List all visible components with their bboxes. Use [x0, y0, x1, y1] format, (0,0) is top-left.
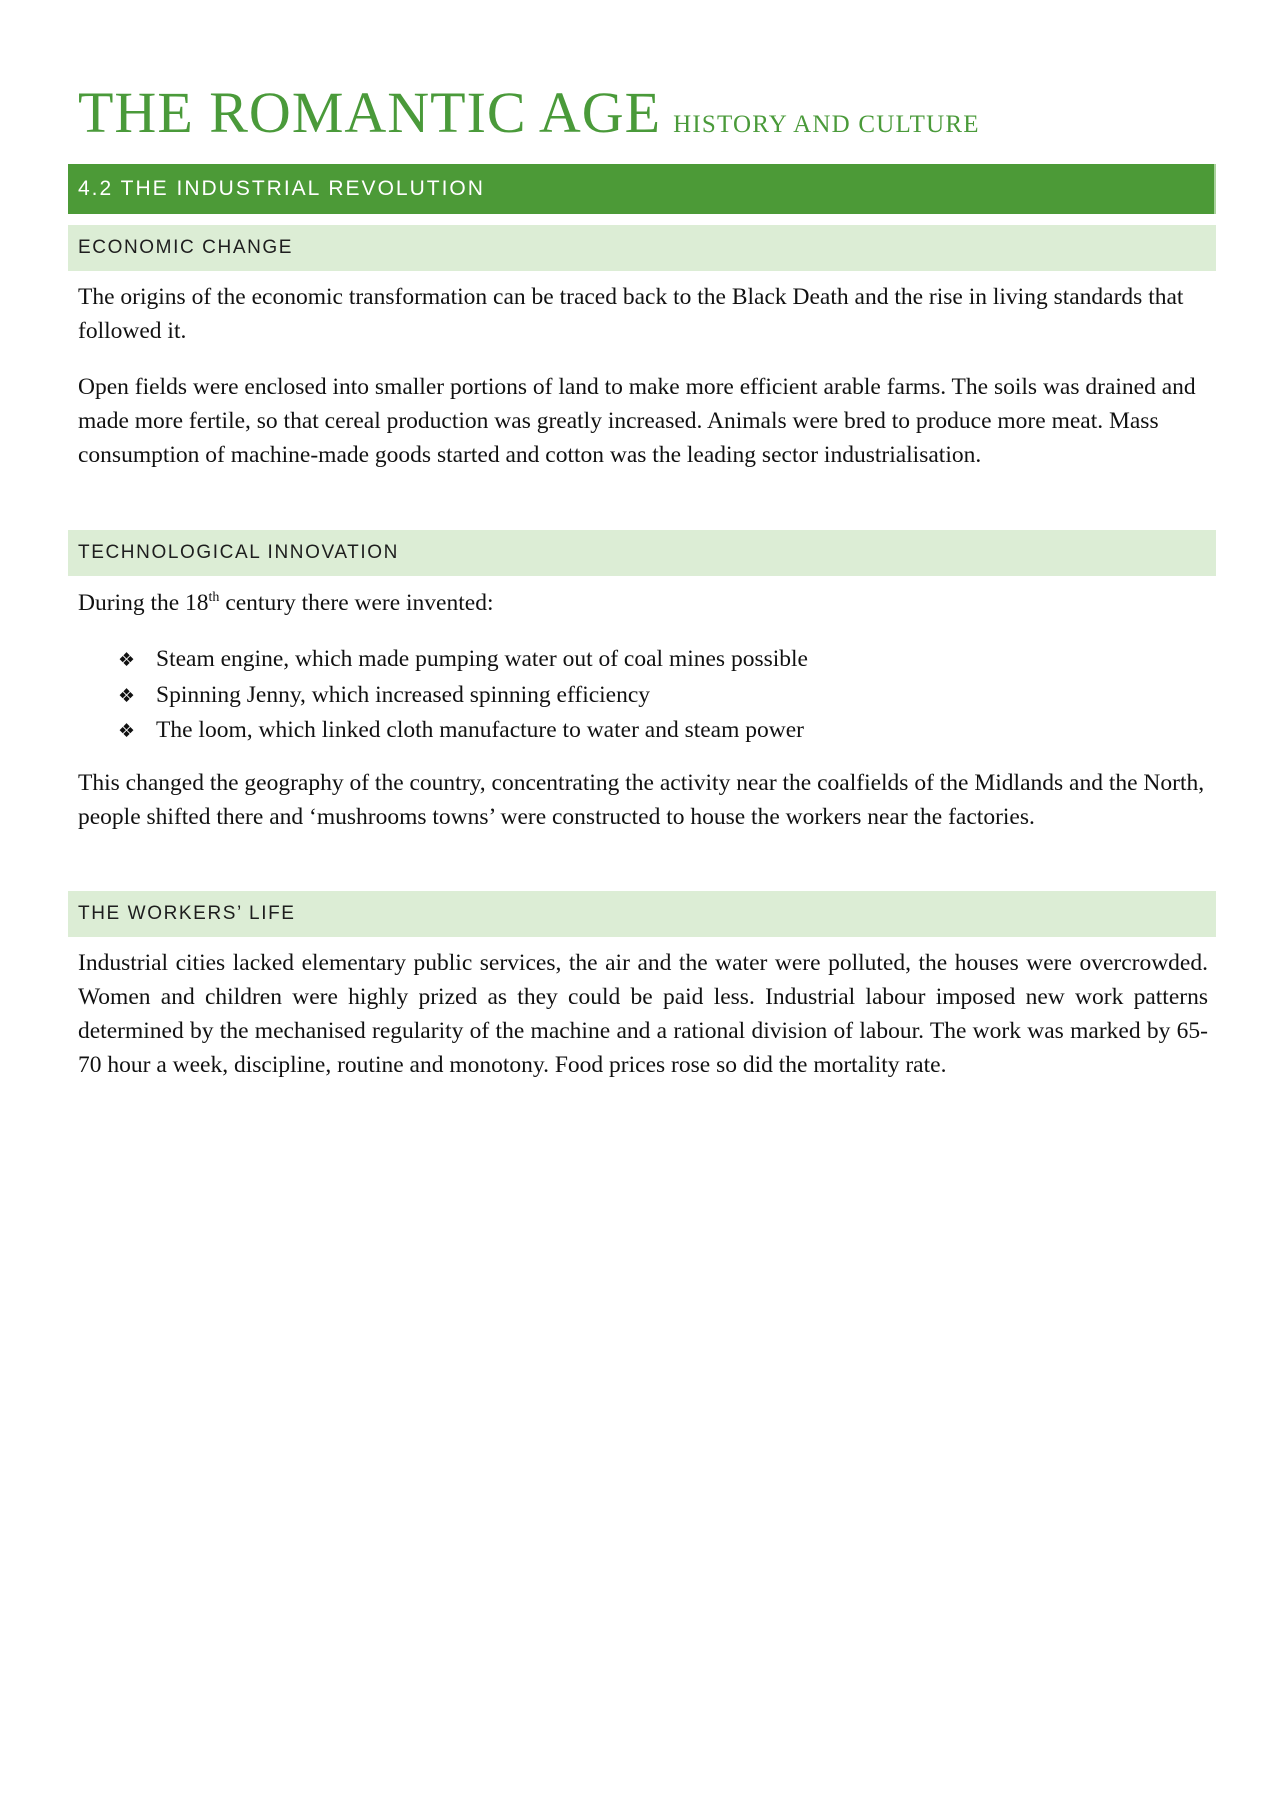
- list-item: [118, 642, 1178, 678]
- paragraph: Industrial cities lacked elementary public services, the air and the water were polluted, the houses were overcrowded. Women and children were highly prized as they could be paid less. Industrial labour imposed new work patterns determined by the mechanised regularity of the machine and a rational division of labour. The work was marked by 65-70 hour a week, discipline, routine and monotony. Food prices rose so did the mortality rate.: [78, 950, 1208, 1078]
- section-heading: THE WORKERS’ LIFE: [78, 903, 296, 924]
- list-item-text: Steam engine, which made pumping water out of coal mines possible: [156, 646, 808, 672]
- ordinal-suffix: th: [208, 590, 220, 606]
- four-diamond-bullet-icon: ❖: [118, 720, 136, 742]
- four-diamond-bullet-icon: ❖: [118, 649, 136, 671]
- paragraph: The origins of the economic transformation can be traced back to the Black Death and the rise in living standards that followed it.: [78, 284, 1184, 344]
- paragraph: Open fields were enclosed into smaller portions of land to make more efficient arable farms. The soils was drained and made more fertile, so that cereal production was greatly increased. Animals were bred to produce more meat. Mass consumption of machine-made goods started and cotton was the leading sector industrialisation.: [78, 374, 1196, 468]
- section-heading: TECHNOLOGICAL INNOVATION: [78, 542, 399, 563]
- list-item-text: The loom, which linked cloth manufacture to water and steam power: [156, 717, 804, 743]
- invention-list: [118, 642, 1178, 749]
- chapter-title: 4.2 THE INDUSTRIAL REVOLUTION: [78, 177, 485, 200]
- list-item-text: Spinning Jenny, which increased spinning efficiency: [156, 681, 651, 708]
- four-diamond-bullet-icon: ❖: [118, 684, 136, 707]
- chapter-banner: [68, 164, 1216, 214]
- intro-text-end: century there were invented:: [219, 590, 494, 616]
- document-subtitle: HISTORY AND CULTURE: [673, 111, 980, 138]
- section-heading: ECONOMIC CHANGE: [78, 237, 294, 258]
- section-header-economic-change: [68, 225, 1216, 271]
- intro-paragraph: [78, 586, 1208, 620]
- section-header-workers-life: [68, 891, 1216, 937]
- list-item: [118, 678, 1178, 714]
- list-item: [118, 713, 1178, 749]
- section-header-technological-innovation: [68, 530, 1216, 576]
- document-header: [78, 76, 1208, 150]
- intro-text-start: During the 18: [78, 590, 209, 616]
- document-title: THE ROMANTIC AGE: [78, 80, 662, 145]
- paragraph: This changed the geography of the country, concentrating the activity near the coalfields of the Midlands and the North, people shifted there and ‘mushrooms towns’ were constructed to house the workers near the factories.: [78, 770, 1205, 830]
